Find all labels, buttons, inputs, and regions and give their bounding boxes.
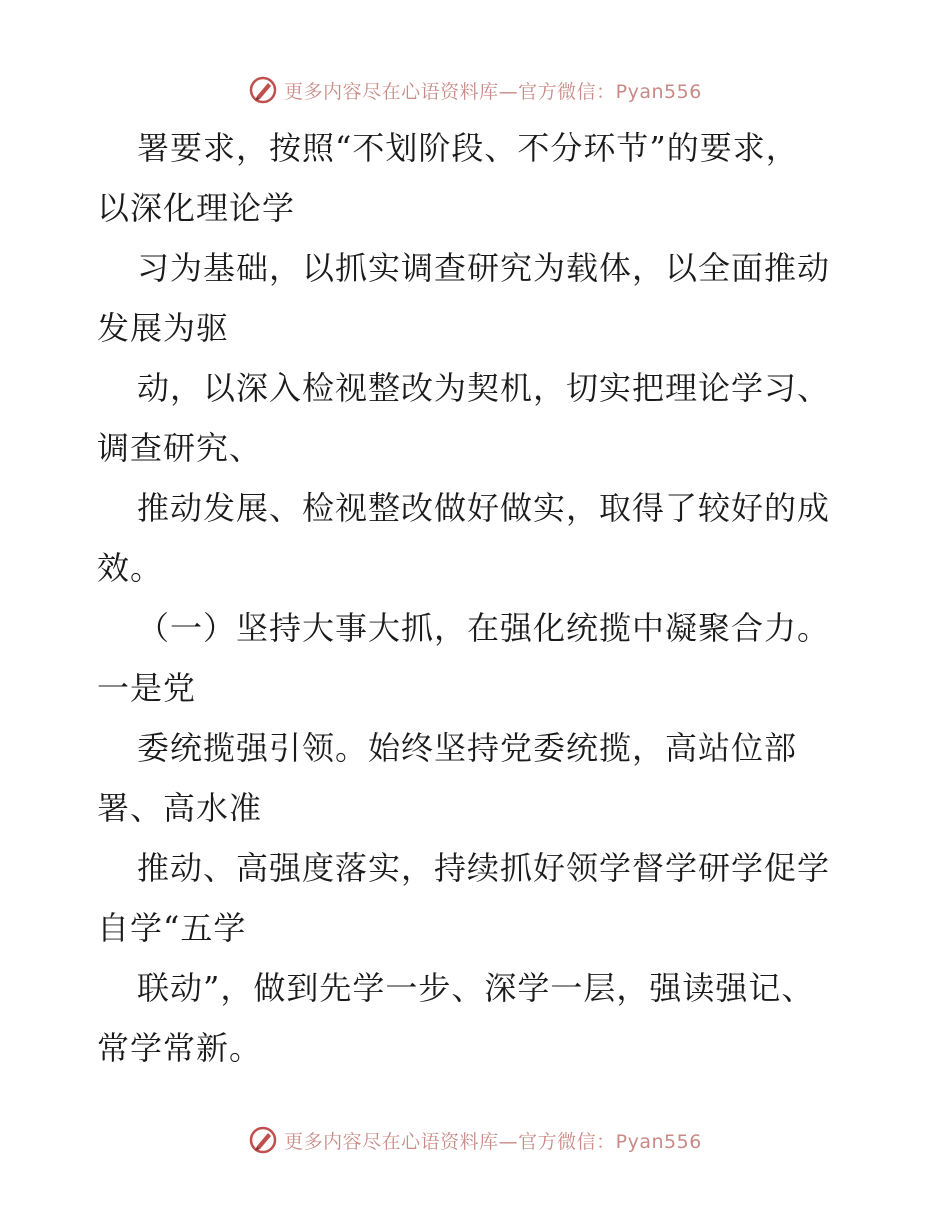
text-line-15: 联动”，做到先学一步、深学一层，强读强记、 (137, 969, 815, 1007)
text-line-5: 动，以深入检视整改为契机，切实把理论学习、 (137, 369, 831, 407)
pen-logo-icon (248, 1125, 278, 1155)
text-line-9: （一）坚持大事大抓，在强化统揽中凝聚合力。 (137, 609, 831, 647)
footer-banner-text: 更多内容尽在心语资料库—官方微信：Pyan556 (284, 1130, 702, 1153)
text-line-4: 发展为驱 (97, 309, 230, 347)
text-line-13: 推动、高强度落实，持续抓好领学督学研学促学 (137, 849, 831, 887)
text-line-3: 习为基础，以抓实调查研究为载体，以全面推动 (137, 249, 831, 287)
footer-banner-inner (248, 1125, 702, 1155)
document-body (97, 118, 857, 1078)
text-line-14: 自学“五学 (97, 909, 247, 947)
text-line-12: 署、高水准 (97, 789, 263, 827)
text-line-1: 署要求，按照“不划阶段、不分环节”的要求， (137, 129, 799, 167)
text-line-16: 常学常新。 (97, 1029, 263, 1067)
header-banner (0, 70, 950, 110)
text-line-10: 一是党 (97, 669, 197, 707)
text-line-2: 以深化理论学 (97, 189, 296, 227)
header-banner-inner (248, 75, 702, 105)
header-banner-text: 更多内容尽在心语资料库—官方微信：Pyan556 (284, 80, 702, 103)
text-line-11: 委统揽强引领。始终坚持党委统揽，高站位部 (137, 729, 798, 767)
footer-banner (0, 1120, 950, 1160)
text-line-7: 推动发展、检视整改做好做实，取得了较好的成 (137, 489, 831, 527)
pen-logo-icon (248, 75, 278, 105)
text-line-6: 调查研究、 (97, 429, 263, 467)
text-line-8: 效。 (97, 549, 164, 587)
